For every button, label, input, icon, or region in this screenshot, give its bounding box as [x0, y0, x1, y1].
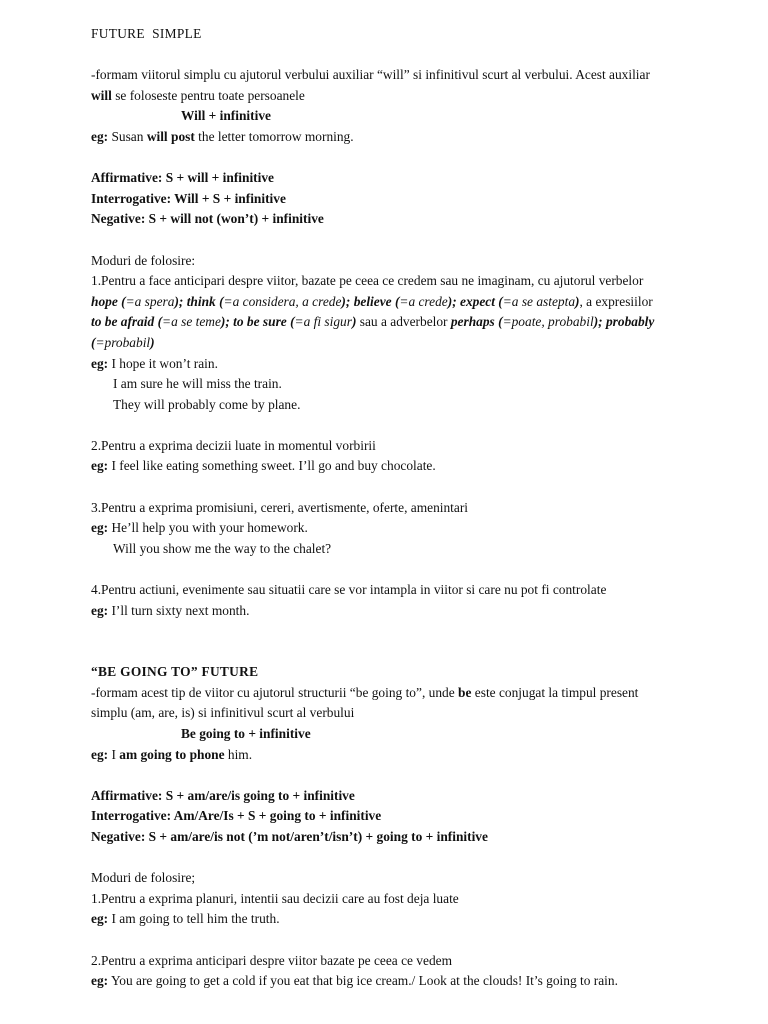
term-sure: ); to be sure (	[220, 314, 295, 330]
paren: )	[150, 334, 155, 350]
going-to-title-text: “BE GOING TO” FUTURE	[91, 664, 259, 680]
term-think: ); think (	[174, 293, 224, 309]
future-simple-formula: Will + infinitive	[181, 108, 271, 124]
example-text: He’ll help you with your homework.	[108, 520, 308, 536]
use2-line1: 2.Pentru a exprima decizii luate in momentul vorbirii	[91, 437, 376, 453]
eg-label: eg:	[91, 520, 109, 536]
gloss: =a considera, a crede	[223, 293, 342, 309]
gloss: =a crede	[399, 293, 448, 309]
going-to-use1-example	[91, 909, 728, 930]
going-to-use2-line1: 2.Pentru a exprima anticipari despre viitor bazate pe ceea ce vedem	[91, 952, 452, 968]
future-simple-intro-line1: -formam viitorul simplu cu ajutorul verbului auxiliar “will” si infinitivul scurt al verbului. Acest auxiliar	[91, 67, 650, 83]
term-hope: hope (	[91, 293, 126, 309]
use1-line4	[91, 333, 728, 354]
example-text: I	[108, 746, 120, 762]
example-text: him.	[224, 746, 253, 762]
going-to-use1-line1: 1.Pentru a exprima planuri, intentii sau decizii care au fost deja luate	[91, 890, 459, 906]
example-text: I am going to tell him the truth.	[108, 911, 280, 927]
example-text: I’ll turn sixty next month.	[108, 602, 250, 618]
gloss: =poate, probabil	[502, 314, 594, 330]
use1-example2: I am sure he will miss the train.	[113, 376, 282, 392]
affirmative-rule: Affirmative: S + am/are/is going to + infinitive	[91, 787, 355, 803]
term-expect: ); expect (	[447, 293, 503, 309]
will-bold: will	[91, 87, 112, 103]
future-simple-example	[91, 127, 728, 148]
use3-line1: 3.Pentru a exprima promisiuni, cereri, avertismente, oferte, amenintari	[91, 499, 469, 515]
going-to-title	[91, 662, 728, 683]
affirmative-rule: Affirmative: S + will + infinitive	[91, 170, 274, 186]
use2-example1	[91, 456, 728, 477]
eg-label: eg:	[91, 911, 109, 927]
use1-example3: They will probably come by plane.	[113, 396, 301, 412]
use3-example2: Will you show me the way to the chalet?	[113, 540, 332, 556]
gloss: =a spera	[125, 293, 175, 309]
future-simple-uses-heading: Moduri de folosire:	[91, 252, 196, 268]
example-bold: am going to phone	[119, 746, 225, 762]
term-perhaps: perhaps (	[450, 314, 503, 330]
going-to-affirmative	[91, 786, 728, 807]
plain-text: sau a adverbelor	[356, 314, 451, 330]
example-text: the letter tomorrow morning.	[194, 128, 354, 144]
use1-example1	[91, 354, 728, 375]
intro-rest: se foloseste pentru toate persoanele	[111, 87, 305, 103]
example-text: I hope it won’t rain.	[108, 355, 218, 371]
future-simple-interrogative	[91, 189, 728, 210]
future-simple-affirmative	[91, 168, 728, 189]
paren: )	[575, 293, 580, 309]
term-believe: ); believe (	[341, 293, 400, 309]
negative-rule: Negative: S + will not (won’t) + infinitive	[91, 211, 324, 227]
gloss: =a se astepta	[502, 293, 576, 309]
negative-rule: Negative: S + am/are/is not (’m not/aren’t/isn’t) + going to + infinitive	[91, 828, 488, 844]
gloss: =a se teme	[162, 314, 221, 330]
going-to-example	[91, 745, 728, 766]
use4-example1	[91, 601, 728, 622]
eg-label: eg:	[91, 128, 109, 144]
use3-example1	[91, 518, 728, 539]
use1-line1: 1.Pentru a face anticipari despre viitor, bazate pe ceea ce credem sau ne imaginam, cu ajutorul verbelor	[91, 273, 644, 289]
term-probably: ); probably	[593, 314, 655, 330]
going-to-interrogative	[91, 806, 728, 827]
intro-text: este conjugat la timpul present	[471, 684, 639, 700]
going-to-intro-line2: simplu (am, are, is) si infinitivul scurt al verbului	[91, 705, 355, 721]
going-to-use2-example	[91, 971, 728, 992]
example-text: You are going to get a cold if you eat that big ice cream./ Look at the clouds! It’s going to rain.	[108, 973, 618, 989]
gloss: =a fi sigur	[294, 314, 352, 330]
future-simple-title: FUTURE SIMPLE	[91, 26, 202, 41]
eg-label: eg:	[91, 458, 109, 474]
eg-label: eg:	[91, 973, 109, 989]
paren: (	[91, 334, 96, 350]
be-bold: be	[458, 684, 472, 700]
eg-label: eg:	[91, 602, 109, 618]
going-to-negative	[91, 827, 728, 848]
plain-text: , a expresiilor	[579, 293, 653, 309]
eg-label: eg:	[91, 746, 109, 762]
going-to-formula: Be going to + infinitive	[181, 726, 311, 741]
future-simple-intro-line2	[91, 86, 728, 107]
interrogative-rule: Interrogative: Am/Are/Is + S + going to + infinitive	[91, 808, 382, 824]
interrogative-rule: Interrogative: Will + S + infinitive	[91, 190, 286, 206]
gloss: =probabil	[95, 334, 151, 350]
intro-text: -formam acest tip de viitor cu ajutorul structurii “be going to”, unde	[91, 684, 459, 700]
term-afraid: to be afraid (	[91, 314, 163, 330]
going-to-uses-heading: Moduri de folosire;	[91, 870, 196, 886]
use4-line1: 4.Pentru actiuni, evenimente sau situatii care se vor intampla in viitor si care nu pot fi controlate	[91, 582, 607, 598]
eg-label: eg:	[91, 355, 109, 371]
paren: )	[351, 314, 357, 330]
use1-line2	[91, 292, 728, 313]
future-simple-negative	[91, 209, 728, 230]
example-text: I feel like eating something sweet. I’ll go and buy chocolate.	[108, 458, 436, 474]
example-bold: will post	[146, 128, 195, 144]
use1-line3	[91, 312, 728, 333]
example-text: Susan	[108, 128, 147, 144]
going-to-intro-line1	[91, 683, 728, 704]
